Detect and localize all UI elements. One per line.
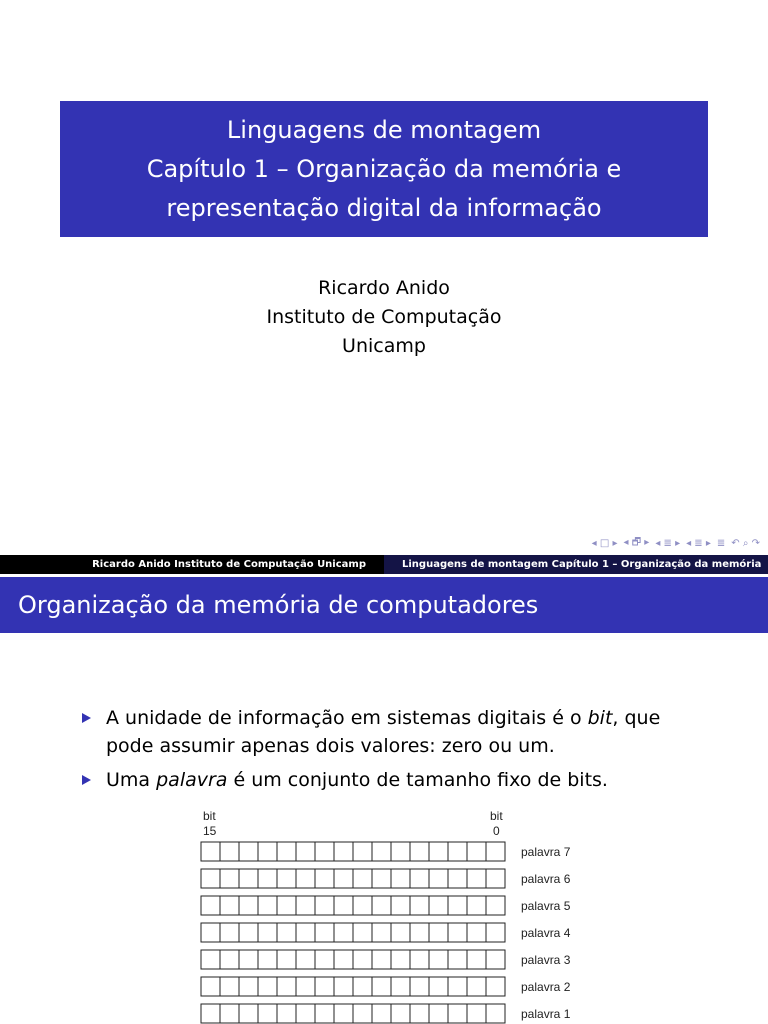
bit-cell	[391, 869, 410, 888]
bit-cell	[467, 1004, 486, 1023]
bit-cell	[334, 869, 353, 888]
bullet2-emphasis: palavra	[156, 769, 228, 791]
bit-cell	[372, 923, 391, 942]
bit-cell	[486, 842, 505, 861]
bit-cell	[429, 977, 448, 996]
nav-subsection-icon[interactable]: ◂ ≣ ▸	[655, 537, 681, 549]
bit-cell	[258, 842, 277, 861]
bit-cell	[258, 977, 277, 996]
institute-name: Instituto de Computação	[266, 306, 502, 328]
memory-word-row	[201, 923, 571, 942]
bit-cell	[410, 977, 429, 996]
bit-cell	[258, 923, 277, 942]
bit-cell	[410, 869, 429, 888]
bit-cell	[220, 869, 239, 888]
title-line-1: Linguagens de montagem	[226, 115, 542, 144]
bit-cell	[448, 896, 467, 915]
word-label: palavra 1	[521, 1007, 571, 1021]
bit-cell	[353, 842, 372, 861]
bit-cell	[429, 869, 448, 888]
bit-cell	[372, 869, 391, 888]
bit-cell	[353, 923, 372, 942]
bit-cell	[486, 896, 505, 915]
bit-cell	[353, 896, 372, 915]
word-label: palavra 7	[521, 845, 571, 859]
bit-cell	[467, 977, 486, 996]
bit-cell	[410, 1004, 429, 1023]
bit-cell	[334, 842, 353, 861]
word-label: palavra 4	[521, 926, 571, 940]
bit-cell	[467, 842, 486, 861]
bit-cell	[486, 1004, 505, 1023]
bit-cell	[486, 977, 505, 996]
bit-cell	[391, 950, 410, 969]
title-line-2: Capítulo 1 – Organização da memória e	[146, 154, 622, 183]
memory-word-row	[201, 950, 571, 969]
bit-cell	[201, 842, 220, 861]
bit-cell	[220, 977, 239, 996]
bullet1-emphasis: bit	[587, 707, 613, 729]
bullet1-text-post: , que pode assumir apenas dois valores: zero ou um.	[106, 707, 661, 757]
bit-cell	[372, 1004, 391, 1023]
nav-section-icon[interactable]: ◂ ≣ ▸	[686, 537, 711, 549]
bit-cell	[391, 1004, 410, 1023]
bit-cell	[467, 869, 486, 888]
bit-cell	[410, 950, 429, 969]
bit-right-label: bit	[490, 809, 503, 823]
bit-cell	[220, 842, 239, 861]
bit-cell	[410, 896, 429, 915]
bit-cell	[448, 923, 467, 942]
bit-cell	[201, 950, 220, 969]
bit-cell	[258, 869, 277, 888]
bit-cell	[315, 869, 334, 888]
bit-cell	[353, 977, 372, 996]
bit-cell	[258, 896, 277, 915]
bit-cell	[239, 1004, 258, 1023]
author-name: Ricardo Anido	[318, 277, 450, 299]
bit-cell	[391, 923, 410, 942]
bit-cell	[220, 1004, 239, 1023]
footer-author: Ricardo Anido Instituto de Computação Unicamp	[0, 555, 384, 574]
bit-cell	[429, 1004, 448, 1023]
bit-cell	[315, 1004, 334, 1023]
bit-cell	[486, 869, 505, 888]
bit-cell	[277, 977, 296, 996]
bit-cell	[429, 842, 448, 861]
bit-cell	[372, 977, 391, 996]
bit-cell	[315, 950, 334, 969]
memory-word-row	[201, 896, 571, 915]
bit-cell	[201, 869, 220, 888]
nav-slide-icon[interactable]: ◂ □ ▸	[591, 537, 618, 549]
bit-cell	[372, 842, 391, 861]
bit-cell	[467, 923, 486, 942]
bit-cell	[239, 977, 258, 996]
bit-cell	[486, 923, 505, 942]
bit-cell	[296, 977, 315, 996]
bit-cell	[201, 923, 220, 942]
bit-cell	[239, 896, 258, 915]
bit-cell	[220, 950, 239, 969]
bit-cell	[315, 842, 334, 861]
bit-cell	[467, 896, 486, 915]
bit-cell	[448, 977, 467, 996]
title-line-3: representação digital da informação	[166, 193, 602, 222]
memory-word-row	[201, 977, 571, 996]
bit-cell	[353, 950, 372, 969]
bit-cell	[220, 896, 239, 915]
bit-cell	[277, 923, 296, 942]
bit-cell	[296, 896, 315, 915]
bit-cell	[391, 977, 410, 996]
bullet2-text-pre: Uma	[106, 769, 157, 791]
bit-cell	[277, 1004, 296, 1023]
bit-cell	[372, 950, 391, 969]
bullet2-text-post: é um conjunto de tamanho fixo de bits.	[227, 769, 608, 791]
bit-cell	[334, 923, 353, 942]
bit-cell	[448, 842, 467, 861]
bullet1-text-pre: A unidade de informação em sistemas digitais é o	[106, 707, 588, 729]
bit-cell	[429, 950, 448, 969]
bit-cell	[296, 950, 315, 969]
bit-cell	[258, 1004, 277, 1023]
frame-title: Organização da memória de computadores	[0, 577, 768, 633]
bit-cell	[296, 923, 315, 942]
bit-cell	[448, 1004, 467, 1023]
bit-cell	[372, 896, 391, 915]
word-label: palavra 5	[521, 899, 571, 913]
footer-title: Linguagens de montagem Capítulo 1 – Organização da memória	[384, 555, 768, 574]
bit-cell	[239, 950, 258, 969]
bit-cell	[448, 950, 467, 969]
bit-cell	[410, 923, 429, 942]
bit-cell	[201, 1004, 220, 1023]
bit-cell	[201, 977, 220, 996]
nav-search-icon[interactable]: ↶ ⌕ ↷	[731, 537, 760, 549]
memory-word-row	[201, 842, 571, 861]
bit-cell	[239, 869, 258, 888]
university-name: Unicamp	[342, 335, 426, 357]
bit-right-index: 0	[493, 824, 500, 838]
bit-cell	[296, 1004, 315, 1023]
bit-cell	[296, 869, 315, 888]
bit-cell	[353, 1004, 372, 1023]
bit-cell	[334, 950, 353, 969]
bit-cell	[277, 896, 296, 915]
bit-cell	[334, 896, 353, 915]
bit-cell	[486, 950, 505, 969]
bit-cell	[296, 842, 315, 861]
word-rows	[201, 842, 571, 1023]
bit-cell	[277, 869, 296, 888]
bit-cell	[277, 950, 296, 969]
bit-cell	[315, 977, 334, 996]
bit-left-index: 15	[203, 824, 217, 838]
bit-cell	[239, 842, 258, 861]
bit-cell	[391, 896, 410, 915]
word-label: palavra 6	[521, 872, 571, 886]
bit-cell	[239, 923, 258, 942]
bit-cell	[258, 950, 277, 969]
bit-left-label: bit	[203, 809, 216, 823]
word-label: palavra 3	[521, 953, 571, 967]
bit-cell	[429, 923, 448, 942]
bit-cell	[277, 842, 296, 861]
word-label: palavra 2	[521, 980, 571, 994]
bit-cell	[353, 869, 372, 888]
nav-toc-icon[interactable]: ≣	[716, 537, 726, 549]
bit-cell	[334, 1004, 353, 1023]
nav-frame-icon[interactable]: ◂ 🗗 ▸	[623, 536, 650, 548]
memory-word-row	[201, 869, 571, 888]
bit-cell	[220, 923, 239, 942]
bit-cell	[391, 842, 410, 861]
bit-cell	[334, 977, 353, 996]
bit-cell	[448, 869, 467, 888]
bit-cell	[429, 896, 448, 915]
bit-cell	[467, 950, 486, 969]
bit-cell	[410, 842, 429, 861]
bit-cell	[315, 896, 334, 915]
bit-cell	[201, 896, 220, 915]
bit-cell	[315, 923, 334, 942]
memory-word-row	[201, 1004, 571, 1023]
